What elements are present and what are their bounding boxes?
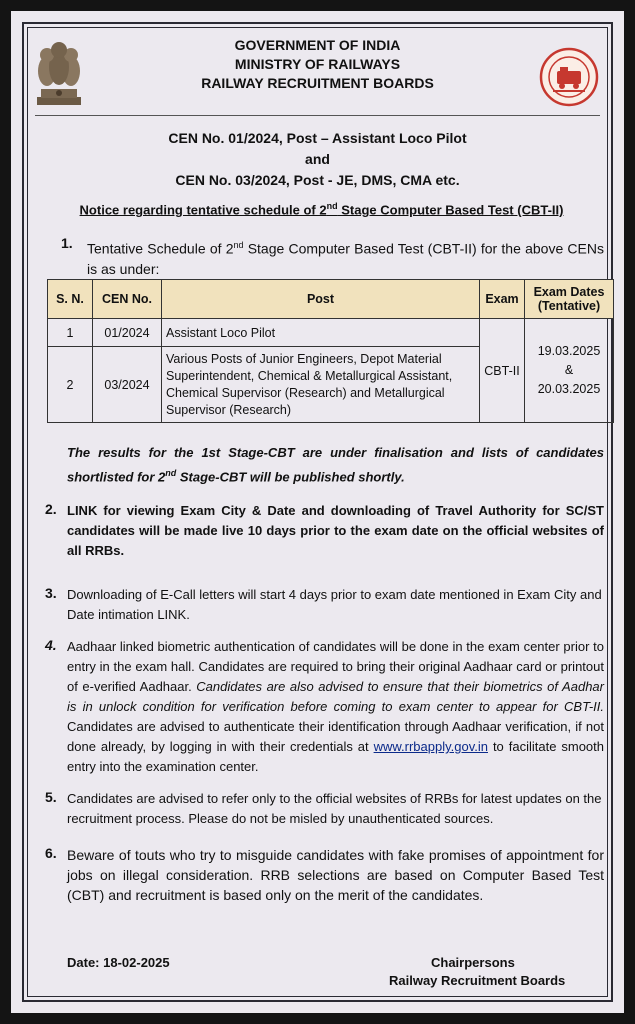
row-2-cen: 03/2024 (93, 347, 162, 423)
notice-page (11, 11, 624, 1013)
signatory-title: Chairpersons (431, 955, 515, 970)
header-divider (35, 115, 600, 116)
row-2-sn: 2 (48, 347, 93, 423)
col-sn: S. N. (48, 280, 93, 319)
item-4-text: Aadhaar linked biometric authentication of candidates will be done in the exam center prior to entry in the exam hall. Candidates are required to bring their original Aadhaar card or printout of e-verified Aadhaar. Candidates are also advised to ensure that their biometrics of Aadhar is in unlock condition for verification before coming to exam center to appear for CBT-II. Candidates are advised to authenticate their identification through Aadhaar verification, if not done already, by logging in with their credentials at www.rrbapply.gov.in to facilitate smooth entry into the examination center. (67, 639, 604, 774)
item-4-number: 4. (45, 637, 57, 653)
header-ministry: MINISTRY OF RAILWAYS (234, 56, 401, 72)
table-header-row (48, 280, 614, 319)
row-1-cen: 01/2024 (93, 319, 162, 347)
schedule-table (47, 279, 614, 423)
cen-line-1: CEN No. 01/2024, Post – Assistant Loco Pilot (168, 130, 467, 146)
dates-cell (525, 319, 614, 423)
indian-railways-logo-icon (539, 47, 599, 107)
header-rrb: RAILWAY RECRUITMENT BOARDS (201, 75, 434, 91)
item-6-number: 6. (45, 845, 57, 861)
exam-cell: CBT-II (480, 319, 525, 423)
item-1-text: Tentative Schedule of 2nd Stage Computer Based Test (CBT-II) for the above CENs is as under: (87, 240, 604, 277)
item-2-text: LINK for viewing Exam City & Date and downloading of Travel Authority for SC/ST candidates will be made live 10 days prior to the exam date on the official websites of all RRBs. (67, 503, 604, 558)
row-2-post: Various Posts of Junior Engineers, Depot Material Superintendent, Chemical & Metallurgical Assistant, Chemical Supervisor (Research) and Metallurgical Supervisor (Research) (162, 347, 480, 423)
header-government: GOVERNMENT OF INDIA (234, 37, 401, 53)
col-exam: Exam (480, 280, 525, 319)
item-3-text: Downloading of E-Call letters will start 4 days prior to exam date mentioned in Exam City and Date intimation LINK. (67, 587, 602, 622)
date-amp: & (564, 363, 574, 377)
results-note: The results for the 1st Stage-CBT are under finalisation and lists of candidates shortlisted for 2nd Stage-CBT will be published shortly. (67, 445, 604, 485)
col-post: Post (162, 280, 480, 319)
item-1-number: 1. (61, 235, 73, 251)
item-6-text: Beware of touts who try to misguide candidates with fake promises of appointment for jobs on illegal consideration. RRB selections are based on Computer Based Test (CBT) and recruitment is based only on the merit of the candidates. (67, 847, 604, 903)
date-1: 19.03.2025 (537, 344, 601, 358)
date-2: 20.03.2025 (537, 382, 601, 396)
cen-line-2: and (305, 151, 330, 167)
table-row (48, 319, 614, 347)
col-cen: CEN No. (93, 280, 162, 319)
item-3-number: 3. (45, 585, 57, 601)
row-1-sn: 1 (48, 319, 93, 347)
item-5-text: Candidates are advised to refer only to the official websites of RRBs for latest updates on the recruitment process. Please do not be misled by unauthenticated sources. (67, 791, 602, 826)
item-5-number: 5. (45, 789, 57, 805)
notice-title: Notice regarding tentative schedule of 2nd Stage Computer Based Test (CBT-II) (79, 201, 564, 218)
col-dates: Exam Dates (Tentative) (525, 280, 614, 319)
item-2-number: 2. (45, 501, 57, 517)
signatory-org: Railway Recruitment Boards (389, 973, 566, 988)
row-1-post: Assistant Loco Pilot (162, 319, 480, 347)
ashoka-emblem-icon (33, 37, 85, 109)
cen-line-3: CEN No. 03/2024, Post - JE, DMS, CMA etc. (175, 172, 460, 188)
rrbapply-link[interactable]: www.rrbapply.gov.in (373, 739, 488, 754)
notice-date: Date: 18-02-2025 (67, 955, 170, 970)
